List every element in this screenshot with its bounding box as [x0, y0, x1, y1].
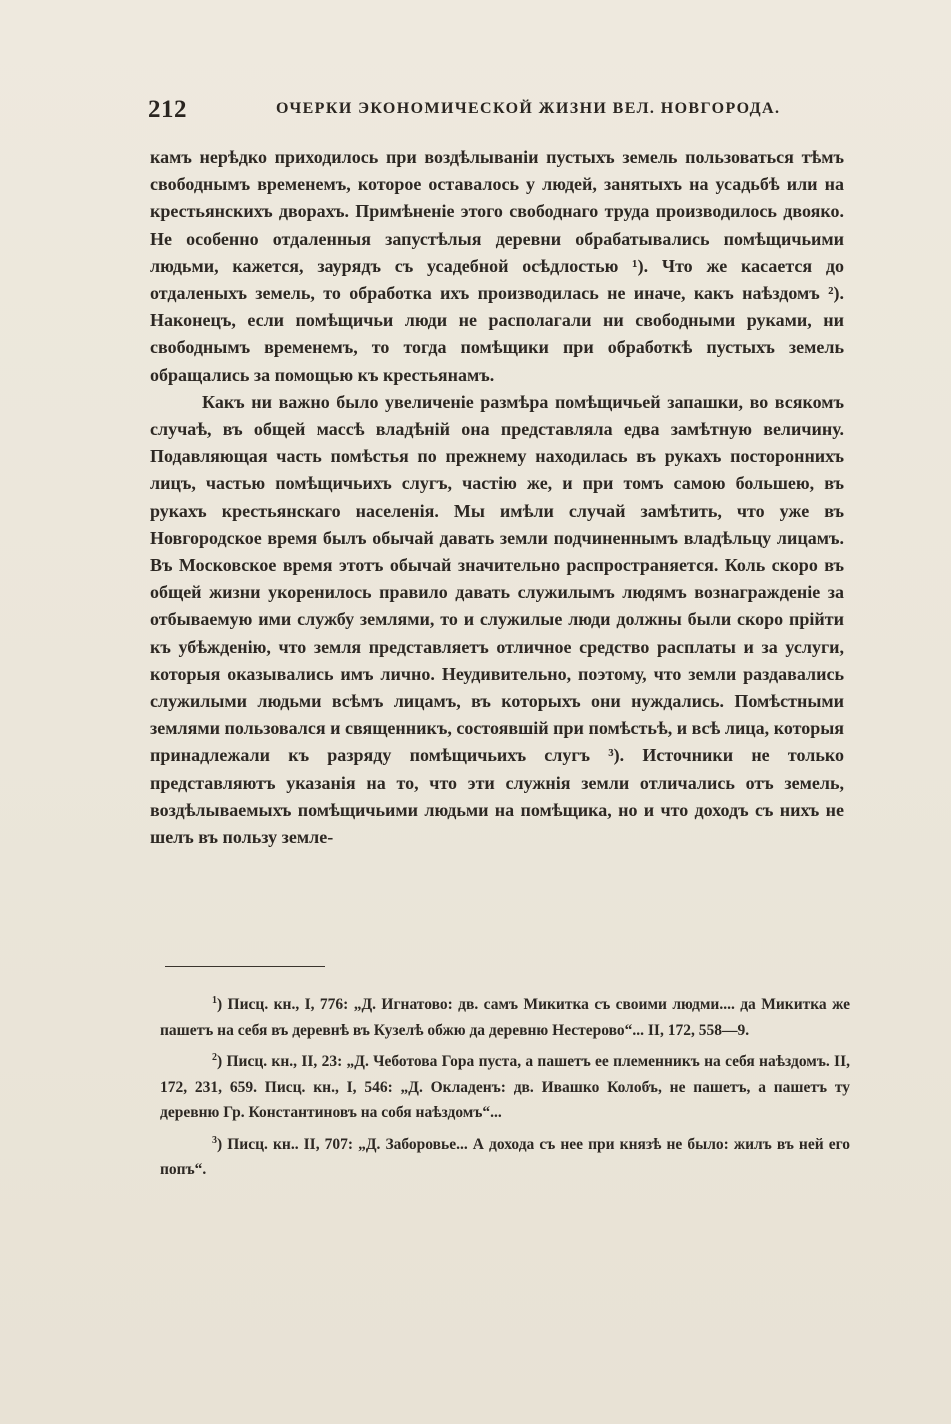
footnote-mark: 2 — [212, 1051, 217, 1063]
footnote-mark: 1 — [212, 994, 217, 1006]
main-text — [150, 144, 844, 851]
page-number: 212 — [148, 96, 187, 123]
footnote-text: ) Писц. кн., I, 776: „Д. Игнатово: дв. самъ Микитка съ своими людми.... да Микитка же пашетъ на себя въ деревнѣ въ Кузелѣ обжю да деревню Нестерово“... II, 172, 558—9. — [160, 996, 850, 1039]
footnote-1 — [160, 992, 850, 1043]
footnote-3 — [160, 1132, 850, 1183]
page-header — [148, 96, 848, 126]
paragraph-2: Какъ ни важно было увеличеніе размѣра помѣщичьей запашки, во всякомъ случаѣ, въ общей массѣ владѣній она представляла едва замѣтную величину. Подавляющая часть помѣстья по прежнему находилась въ рукахъ постороннихъ лицъ, частью помѣщичьихъ слугъ, частію же, и при томъ самою большею, въ рукахъ крестьянскаго населенія. Мы имѣли случай замѣтить, что уже въ Новгородское время былъ обычай давать земли подчиненнымъ владѣльцу лицамъ. Въ Московское время этотъ обычай значительно распространяется. Коль скоро въ общей жизни укоренилось правило давать служилымъ людямъ вознагражденіе за отбываемую ими службу землями, то и служилые люди должны были скоро прійти къ убѣжденію, что земля представляетъ отличное средство расплаты и за услуги, которыя оказывались имъ лично. Неудивительно, поэтому, что земли раздавались служилыми людьми всѣмъ лицамъ, въ которыхъ они нуждались. Помѣстными землями пользовался и священникъ, состоявшій при помѣстьѣ, и всѣ лица, которыя принадлежали къ разряду помѣщичьихъ слугъ ³). Источники не только представляютъ указанія на то, что эти служнія земли отличались отъ земель, воздѣлываемыхъ помѣщичьими людьми на помѣщика, но и что доходъ съ нихъ не шелъ въ пользу земле- — [150, 391, 844, 848]
footnote-text: ) Писц. кн.. II, 707: „Д. Заборовье... А дохода съ нее при князѣ не было: жилъ въ ней его попъ“. — [160, 1135, 850, 1178]
footnote-mark: 3 — [212, 1134, 217, 1146]
running-title: ОЧЕРКИ ЭКОНОМИЧЕСКОЙ ЖИЗНИ ВЕЛ. НОВГОРОДА. — [276, 100, 781, 117]
footnotes — [160, 992, 850, 1189]
paragraph-1: камъ нерѣдко приходилось при воздѣлываніи пустыхъ земель пользоваться тѣмъ свободнымъ временемъ, которое оставалось у людей, занятыхъ на усадьбѣ или на крестьянскихъ дворахъ. Примѣненіе этого свободнаго труда производилось двояко. Не особенно отдаленныя запустѣлыя деревни обрабатывались помѣщичьими людьми, кажется, заурядъ съ усадебной осѣдлостью ¹). Что же касается до отдаленыхъ земель, то обработка ихъ производилась не иначе, какъ наѣздомъ ²). Наконецъ, если помѣщичьи люди не располагали ни свободными руками, ни свободнымъ временемъ, то тогда помѣщики при обработкѣ пустыхъ земель обращались за помощью къ крестьянамъ. — [150, 147, 844, 385]
footnote-divider — [165, 966, 325, 967]
footnote-2 — [160, 1049, 850, 1126]
footnote-text: ) Писц. кн., II, 23: „Д. Чеботова Гора пуста, а пашетъ ее племенникъ на себя наѣздомъ. II, 172, 231, 659. Писц. кн., I, 546: „Д. Окладенъ: дв. Ивашко Колобъ, не пашетъ, а пашетъ ту деревню Гр. Константиновъ на собя наѣздомъ“... — [160, 1053, 850, 1121]
